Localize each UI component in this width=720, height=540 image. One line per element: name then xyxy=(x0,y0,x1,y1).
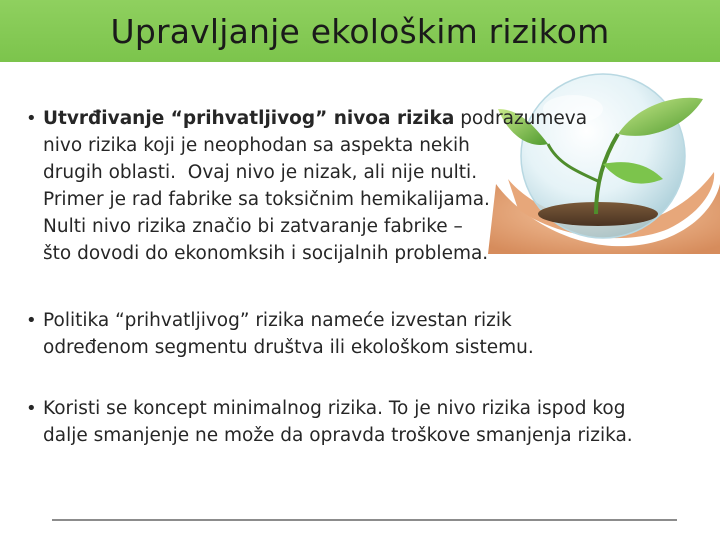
bullet-dot: • xyxy=(26,108,37,129)
bullet-line: Primer je rad fabrike sa toksičnim hemikalijama. xyxy=(43,189,490,210)
bullet-dot: • xyxy=(26,310,37,331)
bullet-dot: • xyxy=(26,398,37,419)
bullet-line: što dovodi do ekonomksih i socijalnih problema. xyxy=(43,243,489,264)
bullet-line: nivo rizika koji je neophodan sa aspekta nekih xyxy=(43,135,470,156)
slide-title: Upravljanje ekološkim rizikom xyxy=(110,11,610,51)
bullet-line: Nulti nivo rizika značio bi zatvaranje fabrike – xyxy=(43,216,463,237)
bullet-line: Koristi se koncept minimalnog rizika. To je nivo rizika ispod kog xyxy=(43,398,626,419)
bullet-line: Politika “prihvatljivog” rizika nameće izvestan rizik xyxy=(43,310,512,331)
bullet-line: drugih oblasti. Ovaj nivo je nizak, ali nije nulti. xyxy=(43,162,478,183)
bullet-bold-text: Utvrđivanje “prihvatljivog” nivoa rizika xyxy=(43,108,455,129)
bullet-line: podrazumeva xyxy=(454,108,588,129)
bullet-line: određenom segmentu društva ili ekološkom sistemu. xyxy=(43,337,534,358)
bullet-text xyxy=(43,307,534,361)
bullet-text xyxy=(43,395,633,449)
bullet-text xyxy=(43,105,587,267)
bullet-line: dalje smanjenje ne može da opravda troškove smanjenja rizika. xyxy=(43,425,633,446)
footer-divider xyxy=(52,519,677,521)
title-bar xyxy=(0,0,720,62)
